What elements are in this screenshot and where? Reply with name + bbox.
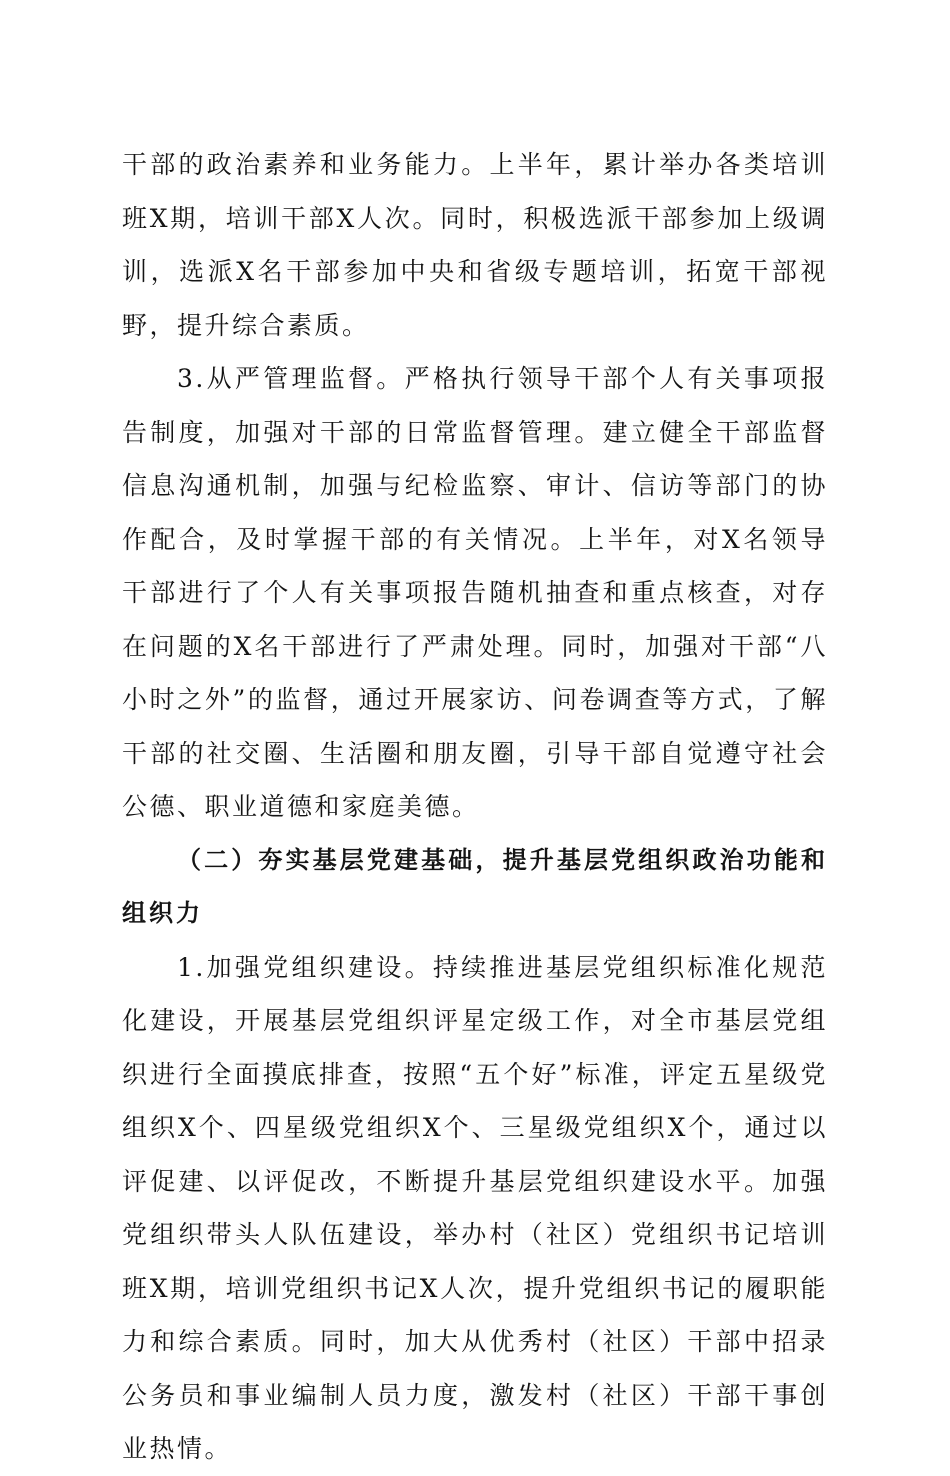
paragraph-strict-supervision: 3.从严管理监督。严格执行领导干部个人有关事项报告制度，加强对干部的日常监督管理。建立健全干部监督信息沟通机制，加强与纪检监察、审计、信访等部门的协作配合，及时掌握干部的有关情况。上半年，对X名领导干部进行了个人有关事项报告随机抽查和重点核查，对存在问题的X名干部进行了严肃处理。同时，加强对干部“八小时之外”的监督，通过开展家访、问卷调查等方式，了解干部的社交圈、生活圈和朋友圈，引导干部自觉遵守社会公德、职业道德和家庭美德。 [122,364,828,821]
document-body [122,138,828,1476]
section-heading-grassroots: （二）夯实基层党建基础，提升基层党组织政治功能和组织力 [122,845,828,927]
paragraph-party-organization-building: 1.加强党组织建设。持续推进基层党组织标准化规范化建设，开展基层党组织评星定级工作，对全市基层党组织进行全面摸底排查，按照“五个好”标准，评定五星级党组织X个、四星级党组织X个、三星级党组织X个，通过以评促建、以评促改，不断提升基层党组织建设水平。加强党组织带头人队伍建设，举办村（社区）党组织书记培训班X期，培训党组织书记X人次，提升党组织书记的履职能力和综合素质。同时，加大从优秀村（社区）干部中招录公务员和事业编制人员力度，激发村（社区）干部干事创业热情。 [122,952,828,1463]
paragraph-training-continued: 干部的政治素养和业务能力。上半年，累计举办各类培训班X期，培训干部X人次。同时，积极选派干部参加上级调训，选派X名干部参加中央和省级专题培训，拓宽干部视野，提升综合素质。 [122,150,828,340]
